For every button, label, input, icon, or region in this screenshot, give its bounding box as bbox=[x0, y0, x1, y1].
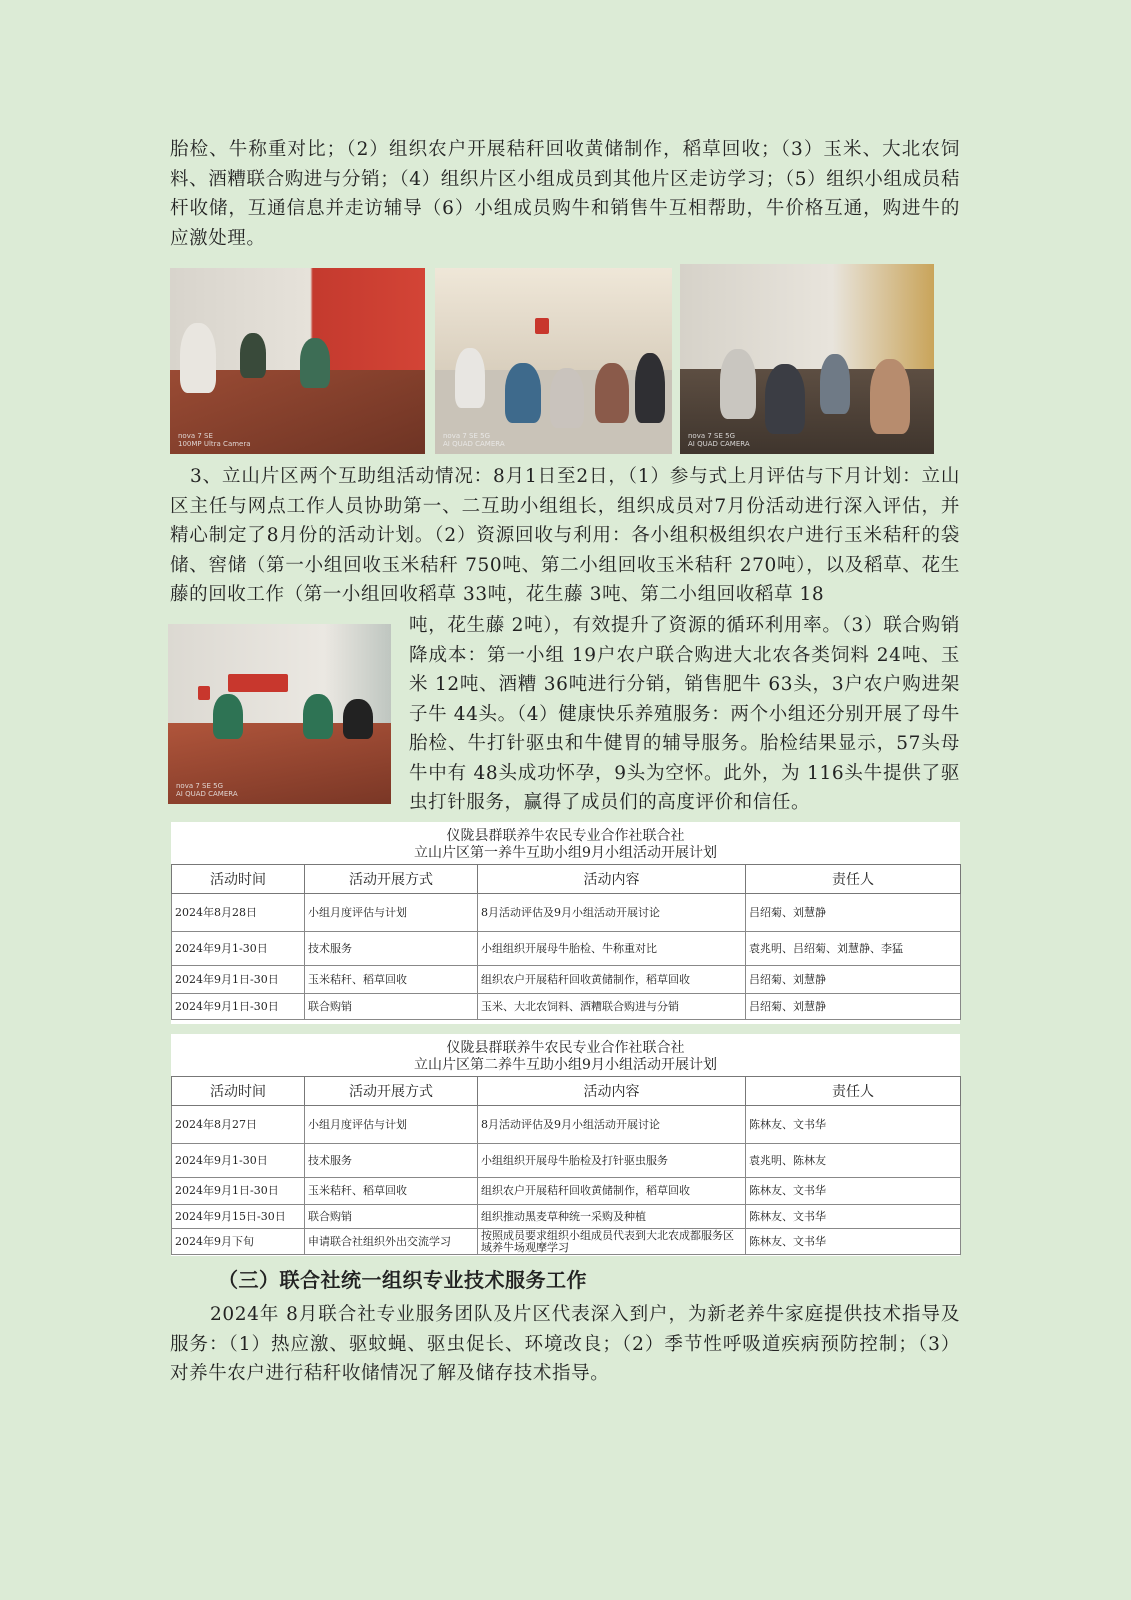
photo-stamp: nova 7 SE 5G AI QUAD CAMERA bbox=[176, 782, 238, 798]
paragraph-activities-continued: 胎检、牛称重对比；（2）组织农户开展秸秆回收黄储制作，稻草回收；（3）玉米、大北农饲料、酒糟联合购进与分销；（4）组织片区小组成员到其他片区走访学习；（5）组织小组成员秸杆收储，互通信息并走访辅导（6）小组成员购牛和销售牛互相帮助，牛价格互通，购进牛的应激处理。 bbox=[170, 139, 960, 249]
table-row bbox=[172, 932, 961, 966]
table-cell: 袁兆明、陈林友 bbox=[746, 1144, 961, 1178]
photo-stamp: nova 7 SE 100MP Ultra Camera bbox=[178, 432, 251, 448]
table-plan-title: 立山片区第一养牛互助小组9月小组活动开展计划 bbox=[414, 845, 717, 861]
table-cell: 2024年9月1-30日 bbox=[172, 932, 305, 966]
table-row bbox=[172, 894, 961, 932]
plan-table-group-1 bbox=[171, 822, 960, 1024]
photo-banquet-table bbox=[680, 264, 934, 454]
table-plan-title: 立山片区第二养牛互助小组9月小组活动开展计划 bbox=[414, 1057, 717, 1073]
table-cell: 2024年8月28日 bbox=[172, 894, 305, 932]
column-header: 责任人 bbox=[746, 1077, 961, 1106]
table-row bbox=[172, 1178, 961, 1205]
column-header: 活动开展方式 bbox=[305, 1077, 478, 1106]
table-title bbox=[171, 1034, 960, 1076]
table-cell: 2024年9月1-30日 bbox=[172, 1144, 305, 1178]
paragraph-lishan-groups-continued: 吨，花生藤 2吨），有效提升了资源的循环利用率。（3）联合购销降成本：第一小组 19户农户联合购进大北农各类饲料 24吨、玉米 12吨、酒糟 36吨进行分销，销售肥牛 63头，3户农户购进架子牛 44头。（4）健康快乐养殖服务：两个小组还分别开展了母牛胎检、牛打针驱虫和牛健胃的辅导服务。胎检结果显示，57头母牛中有 48头成功怀孕，9头为空怀。此外，为 116头牛提供了驱虫打针服务，赢得了成员们的高度评价和信任。 bbox=[409, 615, 960, 813]
photo-dining-meeting bbox=[435, 268, 672, 454]
table-header-row bbox=[172, 865, 961, 894]
table-cell: 吕绍菊、刘慧静 bbox=[746, 894, 961, 932]
table-org-title: 仪陇县群联养牛农民专业合作社联合社 bbox=[446, 828, 685, 844]
table-cell: 2024年9月15日-30日 bbox=[172, 1205, 305, 1229]
photo-stamp: nova 7 SE 5G AI QUAD CAMERA bbox=[688, 432, 750, 448]
table-header-row bbox=[172, 1077, 961, 1106]
table-cell: 技术服务 bbox=[305, 1144, 478, 1178]
table-cell: 联合购销 bbox=[305, 1205, 478, 1229]
table-cell: 玉米、大北农饲料、酒糟联合购进与分销 bbox=[478, 994, 746, 1020]
column-header: 活动内容 bbox=[478, 865, 746, 894]
table-org-title: 仪陇县群联养牛农民专业合作社联合社 bbox=[446, 1040, 685, 1056]
table-cell: 小组组织开展母牛胎检、牛称重对比 bbox=[478, 932, 746, 966]
plan-table bbox=[171, 1076, 961, 1255]
plan-table bbox=[171, 864, 961, 1020]
plan-table-group-2 bbox=[171, 1034, 960, 1256]
table-cell: 联合购销 bbox=[305, 994, 478, 1020]
table-cell: 申请联合社组织外出交流学习 bbox=[305, 1229, 478, 1255]
photo-stamp: nova 7 SE 5G AI QUAD CAMERA bbox=[443, 432, 505, 448]
table-cell: 组织农户开展秸秆回收黄储制作，稻草回收 bbox=[478, 966, 746, 994]
table-cell: 陈林友、文书华 bbox=[746, 1205, 961, 1229]
table-cell: 陈林友、文书华 bbox=[746, 1178, 961, 1205]
table-cell: 按照成员要求组织小组成员代表到大北农成都服务区域养牛场观摩学习 bbox=[478, 1229, 746, 1255]
table-cell: 陈林友、文书华 bbox=[746, 1106, 961, 1144]
table-row bbox=[172, 966, 961, 994]
table-cell: 陈林友、文书华 bbox=[746, 1229, 961, 1255]
table-title bbox=[171, 822, 960, 864]
table-cell: 2024年9月下旬 bbox=[172, 1229, 305, 1255]
paragraph-technical-services: 2024年 8月联合社专业服务团队及片区代表深入到户，为新老养牛家庭提供技术指导及服务：（1）热应激、驱蚊蝇、驱虫促长、环境改良；（2）季节性呼吸道疾病预防控制；（3）对养牛农户进行秸秆收储情况了解及储存技术指导。 bbox=[170, 1304, 960, 1384]
table-cell: 2024年9月1日-30日 bbox=[172, 994, 305, 1020]
photo-meeting-room bbox=[170, 268, 425, 454]
table-cell: 吕绍菊、刘慧静 bbox=[746, 966, 961, 994]
table-row bbox=[172, 994, 961, 1020]
table-cell: 组织农户开展秸秆回收黄储制作，稻草回收 bbox=[478, 1178, 746, 1205]
table-cell: 8月活动评估及9月小组活动开展讨论 bbox=[478, 1106, 746, 1144]
table-row bbox=[172, 1106, 961, 1144]
table-cell: 吕绍菊、刘慧静 bbox=[746, 994, 961, 1020]
table-cell: 小组组织开展母牛胎检及打针驱虫服务 bbox=[478, 1144, 746, 1178]
table-cell: 小组月度评估与计划 bbox=[305, 894, 478, 932]
table-cell: 玉米秸秆、稻草回收 bbox=[305, 966, 478, 994]
table-row bbox=[172, 1205, 961, 1229]
table-cell: 小组月度评估与计划 bbox=[305, 1106, 478, 1144]
table-cell: 玉米秸秆、稻草回收 bbox=[305, 1178, 478, 1205]
table-cell: 袁兆明、吕绍菊、刘慧静、李猛 bbox=[746, 932, 961, 966]
table-cell: 8月活动评估及9月小组活动开展讨论 bbox=[478, 894, 746, 932]
column-header: 活动时间 bbox=[172, 865, 305, 894]
table-cell: 2024年9月1日-30日 bbox=[172, 966, 305, 994]
paragraph-lishan-groups: 3、立山片区两个互助组活动情况：8月1日至2日，（1）参与式上月评估与下月计划：立山区主任与网点工作人员协助第一、二互助小组组长，组织成员对7月份活动进行深入评估，并精心制定了8月份的活动计划。（2）资源回收与利用：各小组积极组织农户进行玉米秸秆的袋储、窖储（第一小组回收玉米秸秆 750吨、第二小组回收玉米秸秆 270吨），以及稻草、花生藤的回收工作（第一小组回收稻草 33吨，花生藤 3吨、第二小组回收稻草 18 bbox=[170, 466, 960, 605]
column-header: 活动内容 bbox=[478, 1077, 746, 1106]
photo-group-meeting bbox=[168, 624, 391, 804]
column-header: 责任人 bbox=[746, 865, 961, 894]
section-heading: （三）联合社统一组织专业技术服务工作 bbox=[218, 1268, 587, 1292]
table-cell: 2024年8月27日 bbox=[172, 1106, 305, 1144]
table-cell: 技术服务 bbox=[305, 932, 478, 966]
table-row bbox=[172, 1144, 961, 1178]
table-cell: 2024年9月1日-30日 bbox=[172, 1178, 305, 1205]
column-header: 活动时间 bbox=[172, 1077, 305, 1106]
table-row bbox=[172, 1229, 961, 1255]
table-cell: 组织推动黑麦草种统一采购及种植 bbox=[478, 1205, 746, 1229]
column-header: 活动开展方式 bbox=[305, 865, 478, 894]
